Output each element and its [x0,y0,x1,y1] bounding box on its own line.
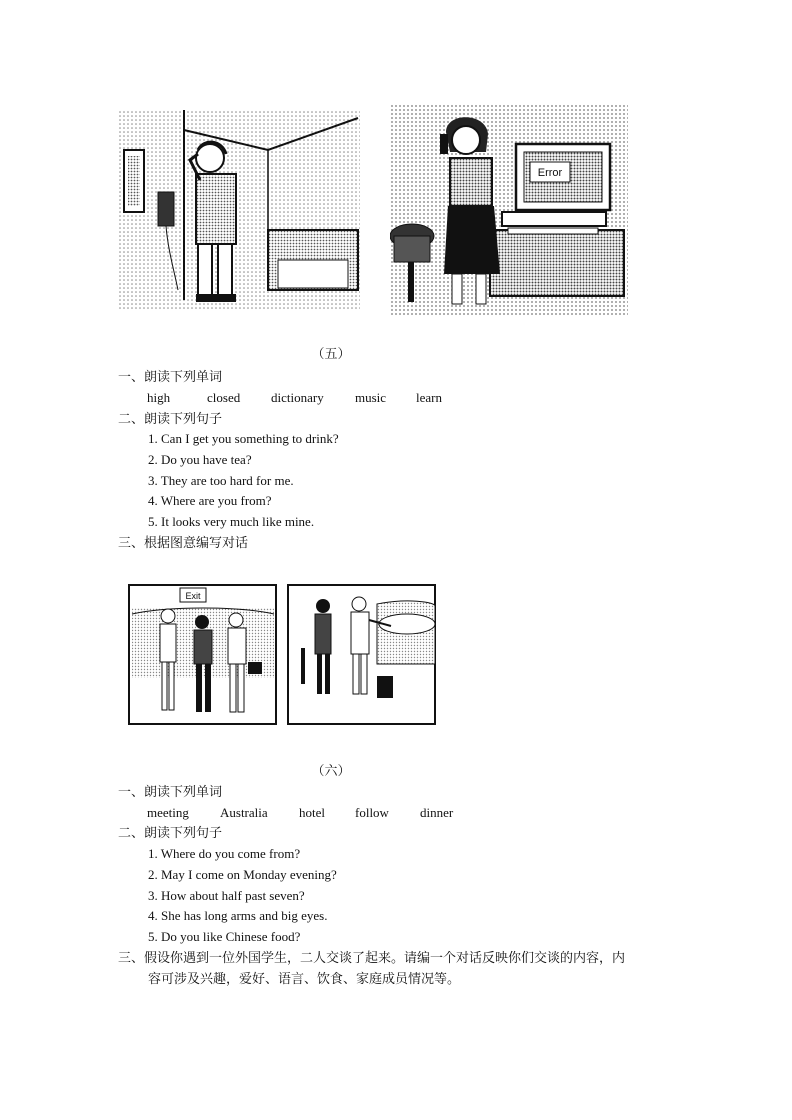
sentence-item: 5. Do you like Chinese food? [148,929,301,944]
word-item: dinner [420,805,454,820]
exit-sign-text: Exit [185,591,201,601]
man-on-phone-illustration [118,110,360,310]
word-item: learn [416,390,442,405]
woman-on-phone-computer-illustration [390,104,628,316]
word-item: Australia [220,805,268,820]
word-item: closed [207,390,241,405]
section-5-part2-heading: 二、朗读下列句子 [118,411,223,426]
section-6-word-list [147,805,467,821]
section-5-word-list [147,390,467,406]
word-item: hotel [299,805,325,820]
sentence-item: 1. Where do you come from? [148,846,301,861]
section-6-part1-heading: 一、朗读下列单词 [118,784,223,799]
word-item: meeting [147,805,189,820]
sentence-item: 4. Where are you from? [148,493,272,508]
airport-meeting-picture [128,584,278,726]
section-5-part3-heading: 三、根据图意编写对话 [118,535,249,550]
sentence-item: 3. They are too hard for me. [148,473,294,488]
section-6-part2-heading: 二、朗读下列句子 [118,825,223,840]
sentence-item: 5. It looks very much like mine. [148,514,315,529]
sentence-item: 2. Do you have tea? [148,452,252,467]
word-item: high [147,390,171,405]
section-6-part3-line1: 三、假设你遇到一位外国学生，二人交谈了起来。请编一个对话反映你们交谈的内容，内 [118,950,626,965]
screen-error-text: Error [537,167,563,179]
sentence-item: 4. She has long arms and big eyes. [148,908,328,923]
section-5-title: （五） [311,346,351,361]
section-6-title: （六） [311,763,351,778]
hotel-lobby-picture [287,584,437,726]
sentence-item: 1. Can I get you something to drink? [148,431,339,446]
word-item: follow [355,805,389,820]
word-item: dictionary [271,390,324,405]
section-6-part3-line2: 容可涉及兴趣，爱好、语言、饮食、家庭成员情况等。 [148,971,461,986]
sentence-item: 3. How about half past seven? [148,888,305,903]
sentence-item: 2. May I come on Monday evening? [148,867,337,882]
section-5-part1-heading: 一、朗读下列单词 [118,369,223,384]
word-item: music [355,390,387,405]
